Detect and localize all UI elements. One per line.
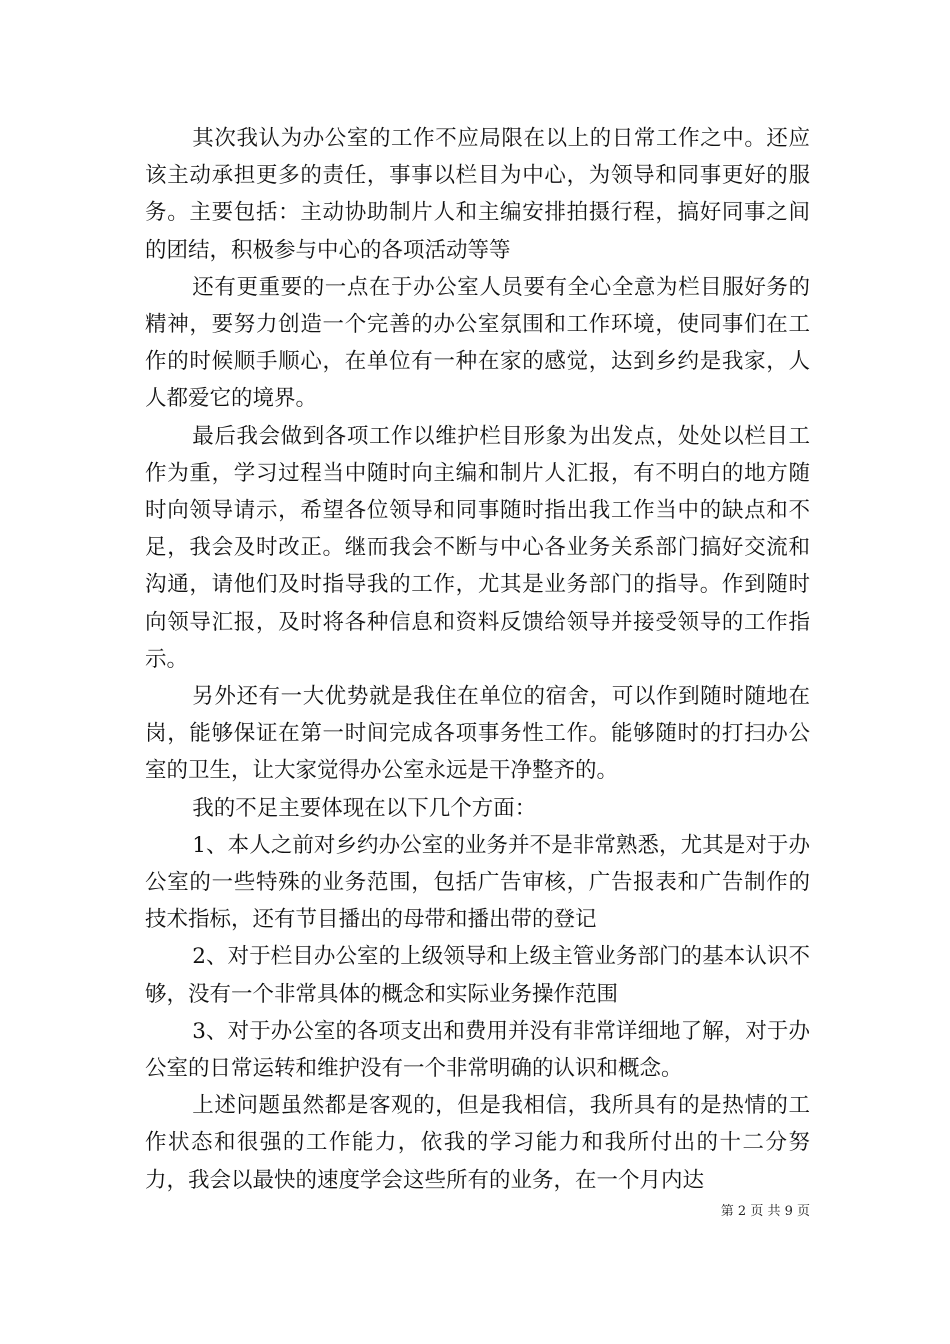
paragraph-advantage: 另外还有一大优势就是我住在单位的宿舍，可以作到随时随地在岗，能够保证在第一时间完成各项事务性工作。能够随时的打扫办公室的卫生，让大家觉得办公室永远是干净整齐的。: [145, 684, 810, 784]
paragraph-shortcoming-1: 1、本人之前对乡约办公室的业务并不是非常熟悉，尤其是对于办公室的一些特殊的业务范围，包括广告审核，广告报表和广告制作的技术指标，还有节目播出的母带和播出带的登记: [145, 832, 810, 933]
document-body: [145, 120, 810, 1199]
paragraph-conclusion: 上述问题虽然都是客观的，但是我相信，我所具有的是热情的工作状态和很强的工作能力，依我的学习能力和我所付出的十二分努力，我会以最快的速度学会这些所有的业务，在一个月内达: [145, 1093, 810, 1193]
paragraph-shortcoming-3: 3、对于办公室的各项支出和费用并没有非常详细地了解，对于办公室的日常运转和维护没有一个非常明确的认识和概念。: [145, 1018, 810, 1082]
page-number: 第 2 页 共 9 页: [720, 1204, 810, 1219]
paragraph-responsibility: 其次我认为办公室的工作不应局限在以上的日常工作之中。还应该主动承担更多的责任，事事以栏目为中心，为领导和同事更好的服务。主要包括：主动协助制片人和主编安排拍摄行程，搞好同事之间的团结，积极参与中心的各项活动等等: [145, 126, 810, 263]
paragraph-shortcoming-2: 2、对于栏目办公室的上级领导和上级主管业务部门的基本认识不够，没有一个非常具体的概念和实际业务操作范围: [145, 944, 810, 1007]
paragraph-shortcomings-intro: 我的不足主要体现在以下几个方面：: [192, 795, 537, 821]
paragraph-service-spirit: 还有更重要的一点在于办公室人员要有全心全意为栏目服好务的精神，要努力创造一个完善的办公室氛围和工作环境，使同事们在工作的时候顺手顺心，在单位有一种在家的感觉，达到乡约是我家，人人都爱它的境界。: [145, 274, 810, 412]
paragraph-work-priorities: 最后我会做到各项工作以维护栏目形象为出发点，处处以栏目工作为重，学习过程当中随时向主编和制片人汇报，有不明白的地方随时向领导请示，希望各位领导和同事随时指出我工作当中的缺点和不足，我会及时改正。继而我会不断与中心各业务关系部门搞好交流和沟通，请他们及时指导我的工作，尤其是业务部门的指导。作到随时向领导汇报，及时将各种信息和资料反馈给领导并接受领导的工作指示。: [145, 423, 810, 672]
